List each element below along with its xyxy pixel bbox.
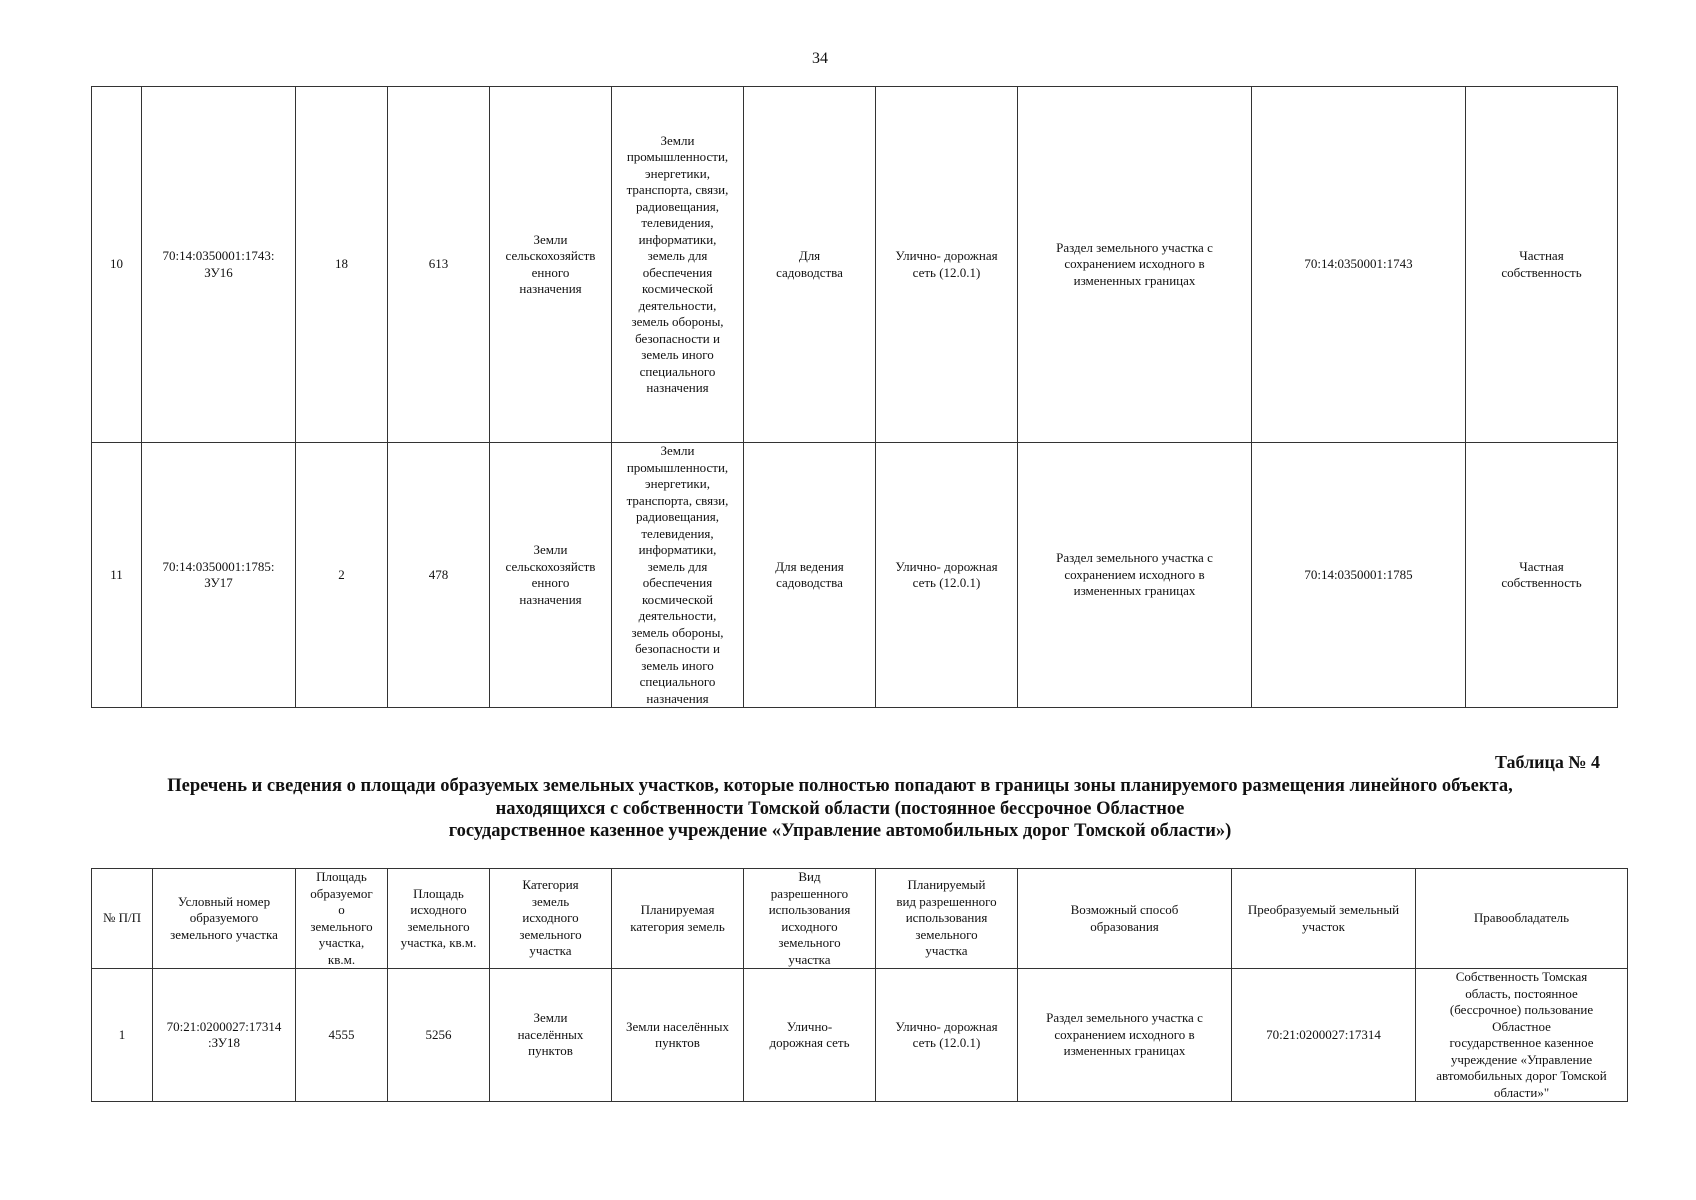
header-formed-area: Площадь образуемог о земельного участка, кв.м.	[296, 869, 388, 969]
cell-formed-area: 4555	[296, 969, 388, 1102]
cell-planned-use: Улично- дорожная сеть (12.0.1)	[876, 969, 1018, 1102]
cell-source-category: Земли сельскохозяйств енного назначения	[490, 87, 612, 443]
cell-planned-use: Улично- дорожная сеть (12.0.1)	[876, 87, 1018, 443]
cell-num: 11	[92, 443, 142, 708]
cell-num: 10	[92, 87, 142, 443]
table-row	[92, 443, 1618, 708]
cell-planned-category: Земли населённых пунктов	[612, 969, 744, 1102]
cell-source-use: Для ведения садоводства	[744, 443, 876, 708]
cell-owner: Частная собственность	[1466, 443, 1618, 708]
cell-source-area: 5256	[388, 969, 490, 1102]
cell-conditional-number: 70:14:0350001:1743: ЗУ16	[142, 87, 296, 443]
cell-planned-category: Земли промышленности, энергетики, транспорта, связи, радиовещания, телевидения, информатики, земель для обеспечения космической деятельности, земель обороны, безопасности и земель иного специального назначения	[612, 443, 744, 708]
cell-formed-area: 2	[296, 443, 388, 708]
cell-parcel: 70:14:0350001:1785	[1252, 443, 1466, 708]
cell-planned-use: Улично- дорожная сеть (12.0.1)	[876, 443, 1018, 708]
cell-source-use: Для садоводства	[744, 87, 876, 443]
table-row	[92, 87, 1618, 443]
header-method: Возможный способ образования	[1018, 869, 1232, 969]
table-title-line: государственное казенное учреждение «Управление автомобильных дорог Томской области»)	[448, 821, 1232, 841]
header-num: № П/П	[92, 869, 153, 969]
cell-source-area: 478	[388, 443, 490, 708]
cell-method: Раздел земельного участка с сохранением исходного в измененных границах	[1018, 969, 1232, 1102]
header-source-area: Площадь исходного земельного участка, кв.м.	[388, 869, 490, 969]
cell-method: Раздел земельного участка с сохранением исходного в измененных границах	[1018, 443, 1252, 708]
header-source-category: Категория земель исходного земельного участка	[490, 869, 612, 969]
header-conditional-number: Условный номер образуемого земельного участка	[153, 869, 296, 969]
cell-planned-category: Земли промышленности, энергетики, транспорта, связи, радиовещания, телевидения, информатики, земель для обеспечения космической деятельности, земель обороны, безопасности и земель иного специального назначения	[612, 87, 744, 443]
table-header-row	[92, 869, 1628, 969]
cell-source-use: Улично- дорожная сеть	[744, 969, 876, 1102]
table-number: Таблица № 4	[1494, 752, 1600, 772]
page-number: 34	[812, 50, 828, 67]
cell-parcel: 70:21:0200027:17314	[1232, 969, 1416, 1102]
cell-source-area: 613	[388, 87, 490, 443]
table-title-line: Перечень и сведения о площади образуемых земельных участков, которые полностью попадают в границы зоны планируемого размещения линейного объекта,	[167, 776, 1513, 796]
land-plots-table-4	[91, 868, 1628, 1102]
header-planned-category: Планируемая категория земель	[612, 869, 744, 969]
header-parcel: Преобразуемый земельный участок	[1232, 869, 1416, 969]
cell-owner: Собственность Томская область, постоянное (бессрочное) пользование Областное государственное казенное учреждение «Управление автомобильных дорог Томской области»"	[1416, 969, 1628, 1102]
cell-method: Раздел земельного участка с сохранением исходного в измененных границах	[1018, 87, 1252, 443]
cell-conditional-number: 70:21:0200027:17314 :ЗУ18	[153, 969, 296, 1102]
land-plots-table-continued	[91, 86, 1618, 708]
header-owner: Правообладатель	[1416, 869, 1628, 969]
cell-num: 1	[92, 969, 153, 1102]
table-title-line: находящихся с собственности Томской области (постоянное бессрочное Областное	[495, 798, 1185, 819]
table-title	[20, 775, 1660, 843]
table-row	[92, 969, 1628, 1102]
header-source-use: Вид разрешенного использования исходного земельного участка	[744, 869, 876, 969]
cell-conditional-number: 70:14:0350001:1785: ЗУ17	[142, 443, 296, 708]
cell-source-category: Земли населённых пунктов	[490, 969, 612, 1102]
cell-source-category: Земли сельскохозяйств енного назначения	[490, 443, 612, 708]
cell-parcel: 70:14:0350001:1743	[1252, 87, 1466, 443]
cell-owner: Частная собственность	[1466, 87, 1618, 443]
cell-formed-area: 18	[296, 87, 388, 443]
header-planned-use: Планируемый вид разрешенного использования земельного участка	[876, 869, 1018, 969]
